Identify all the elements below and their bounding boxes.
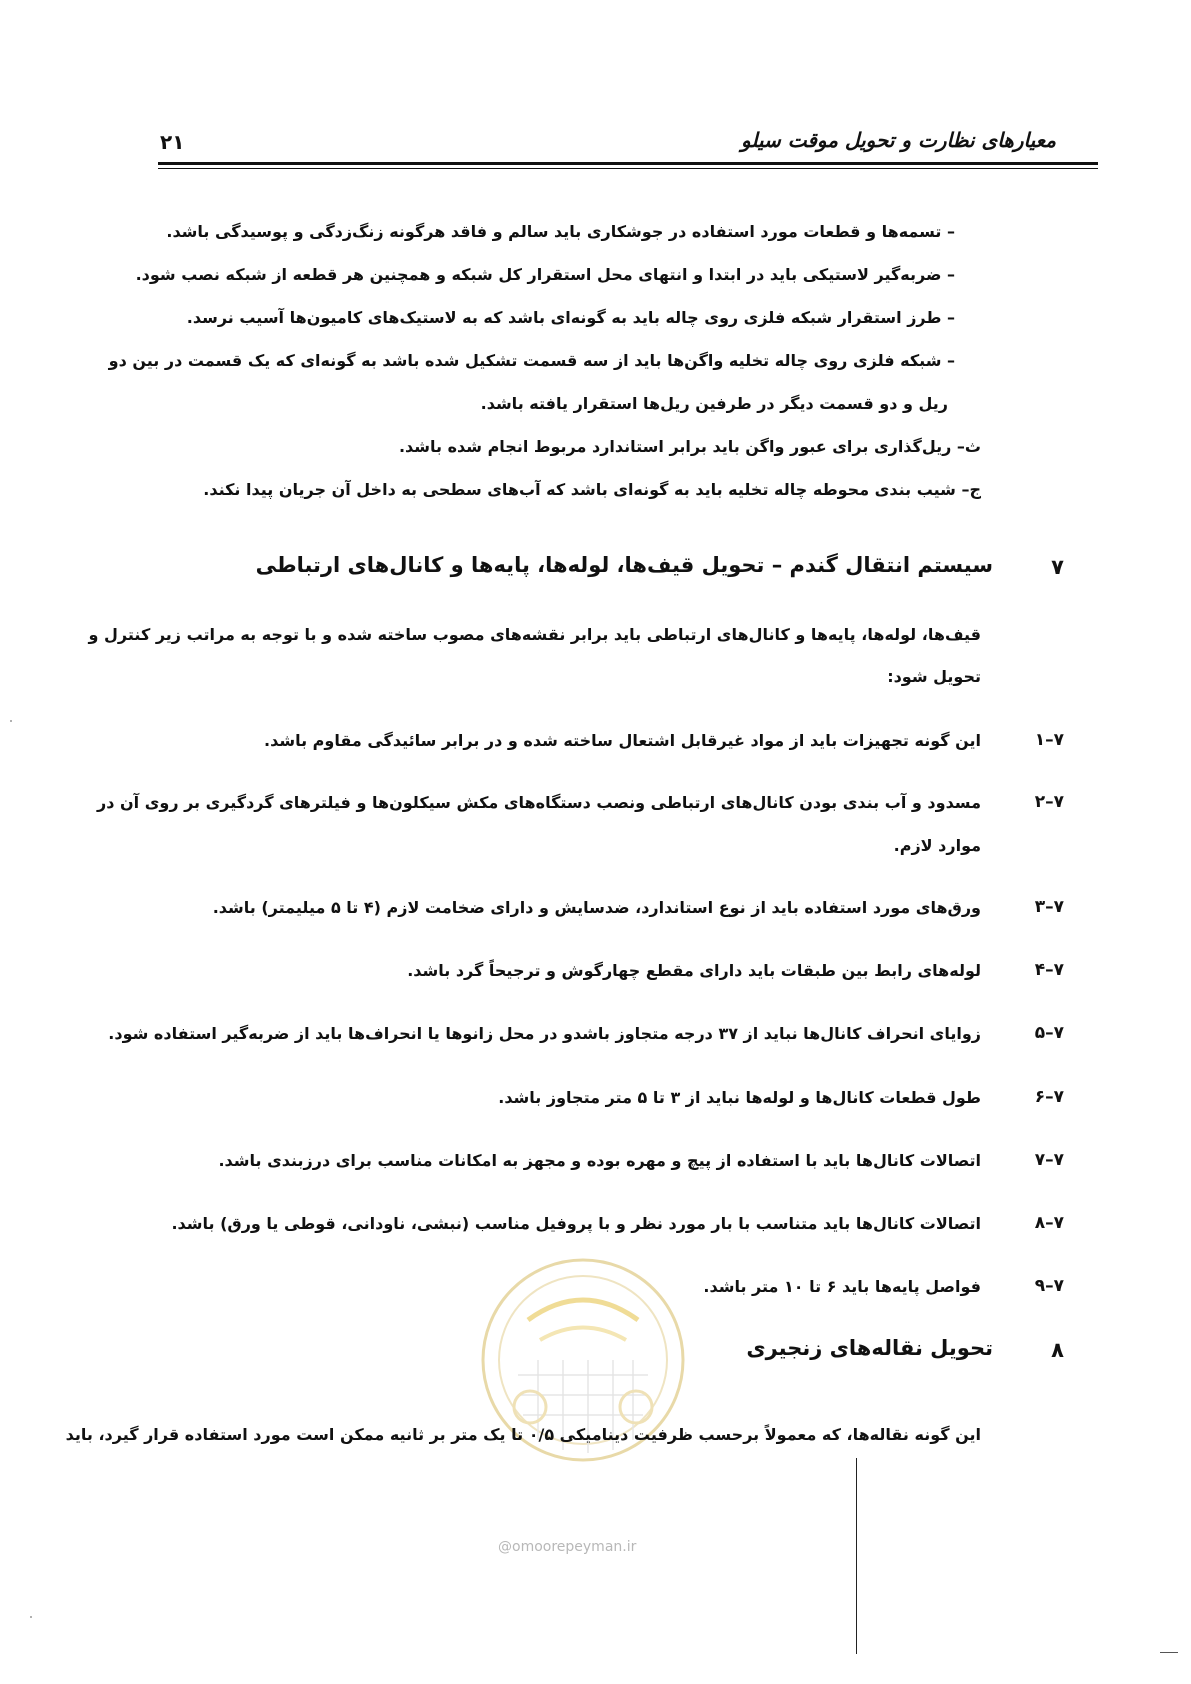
item-text: مسدود و آب بندی بودن کانال‌های ارتباطی ونصب دستگاه‌های مکش سیکلون‌ها و فیلترهای گردگیری بر روی آن در — [97, 793, 981, 812]
bullet-item: – طرز استقرار شبکه فلزی روی چاله باید به گونه‌ای باشد که به لاستیک‌های کامیون‌ها آسیب نرسد. — [186, 308, 955, 327]
bullet-item: – تسمه‌ها و قطعات مورد استفاده در جوشکاری باید سالم و فاقد هرگونه زنگ‌زدگی و پوسیدگی باشد. — [166, 222, 955, 241]
item-text: طول قطعات کانال‌ها و لوله‌ها نباید از ۳ تا ۵ متر متجاوز باشد. — [498, 1088, 981, 1107]
scan-speck — [10, 720, 12, 722]
item-text: اتصالات کانال‌ها باید متناسب با بار مورد نظر و با پروفیل مناسب (نبشی، ناودانی، قوطی یا ورق) باشد. — [171, 1214, 981, 1233]
item-number: ۷–۸ — [1034, 1213, 1064, 1233]
margin-line — [856, 1458, 857, 1654]
running-header-title: معیارهای نظارت و تحویل موقت سیلو — [741, 128, 1056, 152]
scan-mark — [1160, 1652, 1178, 1653]
bullet-item: – شبکه فلزی روی چاله تخلیه واگن‌ها باید از سه قسمت تشکیل شده باشد به گونه‌ای که یک قسمت در بین دو — [108, 351, 955, 370]
list-item-j: ج– شیب بندی محوطه چاله تخلیه باید به گونه‌ای باشد که آب‌های سطحی به داخل آن جریان پیدا نکند. — [203, 480, 981, 499]
item-text-cont: موارد لازم. — [893, 836, 981, 855]
section-8-number: ۸ — [1051, 1338, 1064, 1362]
scan-speck — [30, 1616, 32, 1618]
header-rule-thin — [158, 168, 1098, 169]
item-text: زوایای انحراف کانال‌ها نباید از ۳۷ درجه متجاوز باشدو در محل زانوها یا انحراف‌ها باید از ضربه‌گیر استفاده شود. — [108, 1024, 981, 1043]
item-text: لوله‌های رابط بین طبقات باید دارای مقطع چهارگوش و ترجیحاً گرد باشد. — [407, 961, 981, 980]
item-number: ۷–۹ — [1034, 1276, 1064, 1296]
section-8-intro: این گونه نقاله‌ها، که معمولاً برحسب ظرفیت دینامیکی ۰/۵ تا یک متر بر ثانیه ممکن است مورد استفاده قرار گیرد، باید — [65, 1425, 981, 1444]
item-number: ۷–۴ — [1034, 960, 1064, 980]
section-7-intro: قیف‌ها، لوله‌ها، پایه‌ها و کانال‌های ارتباطی باید برابر نقشه‌های مصوب ساخته شده و با توجه به مراتب زیر کنترل و — [88, 625, 981, 644]
item-number: ۷–۷ — [1034, 1150, 1064, 1170]
section-7-number: ۷ — [1051, 555, 1064, 579]
bullet-item-continuation: ریل و دو قسمت دیگر در طرفین ریل‌ها استقرار یافته باشد. — [480, 394, 948, 413]
item-number: ۷–۵ — [1034, 1023, 1064, 1043]
watermark-url: @omoorepeyman.ir — [498, 1539, 637, 1555]
header-rule-thick — [158, 162, 1098, 165]
section-8-title: تحویل نقاله‌های زنجیری — [746, 1336, 993, 1360]
section-7-intro-cont: تحویل شود: — [887, 667, 981, 686]
item-text: ورق‌های مورد استفاده باید از نوع استاندارد، ضدسایش و دارای ضخامت لازم (۴ تا ۵ میلیمتر) باشد. — [212, 898, 981, 917]
bullet-item: – ضربه‌گیر لاستیکی باید در ابتدا و انتهای محل استقرار کل شبکه و همچنین هر قطعه از شبکه نصب شود. — [135, 265, 955, 284]
page-number: ۲۱ — [160, 130, 185, 154]
item-number: ۷–۱ — [1034, 730, 1064, 750]
item-number: ۷–۶ — [1034, 1087, 1064, 1107]
item-text: اتصالات کانال‌ها باید با استفاده از پیچ و مهره بوده و مجهز به امکانات مناسب برای درزبندی باشد. — [218, 1151, 981, 1170]
item-text: این گونه تجهیزات باید از مواد غیرقابل اشتعال ساخته شده و در برابر سائیدگی مقاوم باشد. — [264, 731, 981, 750]
item-text: فواصل پایه‌ها باید ۶ تا ۱۰ متر باشد. — [703, 1277, 981, 1296]
item-number: ۷–۲ — [1034, 792, 1064, 812]
section-7-title: سیستم انتقال گندم – تحویل قیف‌ها، لوله‌ها، پایه‌ها و کانال‌های ارتباطی — [255, 553, 993, 577]
list-item-th: ث– ریل‌گذاری برای عبور واگن باید برابر استاندارد مربوط انجام شده باشد. — [398, 437, 981, 456]
watermark-seal-logo — [468, 1245, 698, 1495]
item-number: ۷–۳ — [1034, 897, 1064, 917]
